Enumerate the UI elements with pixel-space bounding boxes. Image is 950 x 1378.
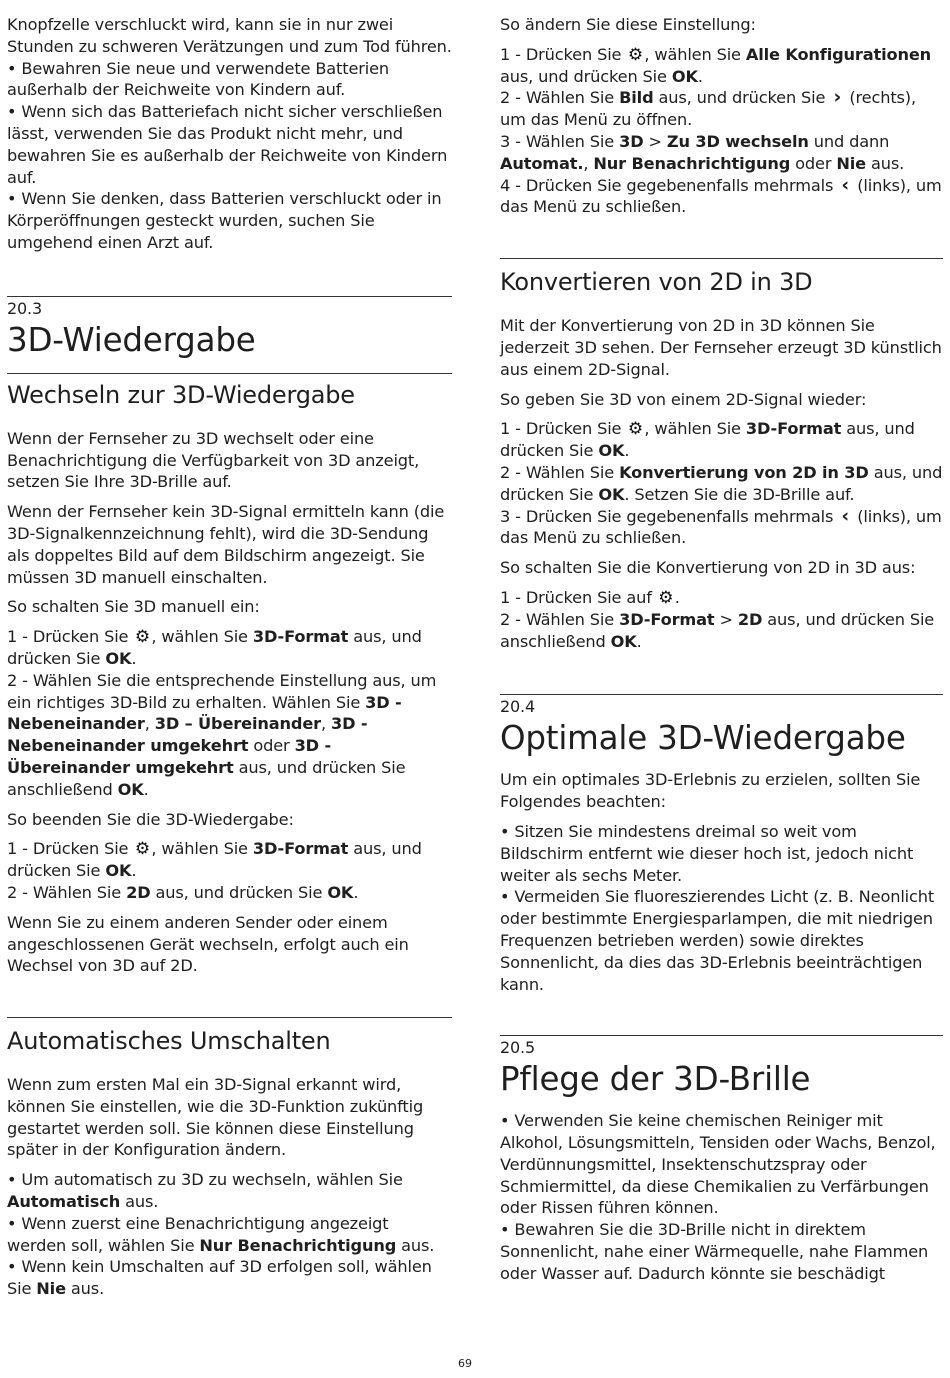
option-label: 3D-Format <box>619 609 715 629</box>
subsection-divider <box>7 373 452 410</box>
option-label: Automat. <box>500 153 584 173</box>
option-label: Automatisch <box>7 1192 121 1212</box>
option-label: Alle Konfigurationen <box>745 44 932 64</box>
left-column <box>7 14 452 1308</box>
steps-3d-off <box>7 838 452 903</box>
option-label: 3D-Format <box>252 627 349 647</box>
step-text: , wählen Sie <box>644 419 746 439</box>
steps-conversion-on <box>500 418 943 549</box>
option-label: 2D <box>737 609 763 629</box>
option-label: Nur Benachrichtigung <box>199 1235 397 1255</box>
paragraph: Mit der Konvertierung von 2D in 3D können Sie jederzeit 3D sehen. Der Fernseher erzeugt 3D künstlich aus einem 2D-Signal. <box>500 316 942 379</box>
step-text: und dann <box>808 131 890 151</box>
step-text: . <box>131 861 137 881</box>
bullet-item: • Verwenden Sie keine chemischen Reiniger mit Alkohol, Lösungsmitteln, Tensiden oder Wachs, Benzol, Verdünnungsmittel, Insektenschutzspray oder Schmiermittel, da diese Chemikalien zu Verfärbungen oder Rissen führen können. <box>500 1111 936 1218</box>
ok-key-label: OK <box>105 648 132 668</box>
steps-conversion-off <box>500 587 943 652</box>
section-title: Pflege der 3D-Brille <box>500 1060 811 1099</box>
gear-icon: ⚙ <box>658 587 674 608</box>
section-divider <box>500 1035 943 1098</box>
step-text: aus, und drücken Sie <box>500 462 943 504</box>
step-text: (links), um das Menü zu schließen. <box>500 175 942 217</box>
step-text: 1 - Drücken Sie <box>500 44 627 64</box>
bullet-item: • Vermeiden Sie fluoreszierendes Licht (z. B. Neonlicht oder bestimmte Energiesparlampen, die mit niedrigen Frequenzen betrieben werden) sowie direktes Sonnenlicht, da dies das 3D-Erlebnis beeinträchtigen kann. <box>500 887 935 994</box>
paragraph: Wenn der Fernseher kein 3D-Signal ermitteln kann (die 3D-Signalkennzeichnung fehlt), wird die 3D-Sendung als doppeltes Bild auf dem Bildschirm angezeigt. Sie müssen 3D manuell einschalten. <box>7 502 445 587</box>
right-column <box>500 14 943 1285</box>
subsection-title: Wechseln zur 3D-Wiedergabe <box>7 380 355 409</box>
step-text: 3 - Wählen Sie <box>500 131 620 151</box>
step-text: aus, und drücken Sie anschließend <box>7 757 406 799</box>
subsection-title: Automatisches Umschalten <box>7 1027 331 1056</box>
step-text: aus, und drücken Sie anschließend <box>500 609 935 651</box>
paragraph: Wenn Sie zu einem anderen Sender oder einem angeschlossenen Gerät wechseln, erfolgt auch ein Wechsel von 3D auf 2D. <box>7 912 409 976</box>
gear-icon: ⚙ <box>134 839 150 860</box>
option-label: 3D <box>619 131 644 151</box>
step-text: 2 - Wählen Sie <box>500 609 620 629</box>
step-text: 4 - Drücken Sie gegebenenfalls mehrmals <box>500 175 839 195</box>
ok-key-label: OK <box>327 882 354 902</box>
paragraph: Wenn zum ersten Mal ein 3D-Signal erkannt wird, können Sie einstellen, wie die 3D-Funktion zukünftig gestartet werden soll. Sie können diese Einstellung später in der Konfiguration ändern. <box>7 1075 424 1160</box>
step-text: , <box>583 153 594 173</box>
step-text: . <box>131 648 137 668</box>
bullet-text: aus. <box>120 1192 159 1212</box>
auto-options <box>7 1169 452 1300</box>
gear-icon: ⚙ <box>627 44 643 65</box>
paragraph: So schalten Sie die Konvertierung von 2D in 3D aus: <box>500 558 916 578</box>
paragraph: Um ein optimales 3D-Erlebnis zu erzielen, sollten Sie Folgendes beachten: <box>500 770 921 812</box>
step-text: , wählen Sie <box>644 44 746 64</box>
step-text: aus. <box>865 153 905 173</box>
step-text: (rechts), um das Menü zu öffnen. <box>500 88 916 130</box>
step-text: 2 - Wählen Sie <box>500 462 620 482</box>
step-text: oder <box>790 153 837 173</box>
option-label: Nie <box>836 153 866 173</box>
subsection-divider <box>500 258 943 297</box>
paragraph: Wenn der Fernseher zu 3D wechselt oder eine Benachrichtigung die Verfügbarkeit von 3D anzeigt, setzen Sie Ihre 3D-Brille auf. <box>7 428 420 492</box>
step-text: 1 - Drücken Sie <box>7 839 134 859</box>
section-title: Optimale 3D-Wiedergabe <box>500 719 906 758</box>
paragraph: So ändern Sie diese Einstellung: <box>500 15 756 34</box>
option-label: 3D-Format <box>252 839 349 859</box>
bullet-text: aus. <box>65 1279 105 1299</box>
step-text: aus, und drücken Sie <box>500 419 915 461</box>
intro-bullet: • Wenn sich das Batteriefach nicht sicher verschließen lässt, verwenden Sie das Produkt nicht mehr, und bewahren Sie es außerhalb der Reichweite von Kindern auf. <box>7 102 448 187</box>
option-label: 3D-Format <box>745 419 842 439</box>
step-text: . <box>624 441 630 461</box>
bullet-text: aus. <box>396 1235 435 1255</box>
steps-3d-on <box>7 626 452 800</box>
step-text: 1 - Drücken Sie auf <box>500 587 657 607</box>
step-text: , <box>144 714 155 734</box>
option-label: Zu 3D wechseln <box>666 131 809 151</box>
ok-key-label: OK <box>671 66 698 86</box>
step-text: . <box>353 882 359 902</box>
step-text: oder <box>248 736 295 756</box>
option-label: Nie <box>36 1279 66 1299</box>
step-text: , wählen Sie <box>151 627 253 647</box>
subsection-title: Konvertieren von 2D in 3D <box>500 268 813 297</box>
step-text: 2 - Wählen Sie die entsprechende Einstellung aus, um ein richtiges 3D-Bild zu erhalten. Wählen Sie <box>7 670 437 712</box>
section-number: 20.5 <box>500 1038 536 1058</box>
paragraph: So geben Sie 3D von einem 2D-Signal wieder: <box>500 389 867 409</box>
ok-key-label: OK <box>598 484 625 504</box>
intro-bullet: • Bewahren Sie neue und verwendete Batterien außerhalb der Reichweite von Kindern auf. <box>7 58 390 100</box>
intro-text: Knopfzelle verschluckt wird, kann sie in nur zwei Stunden zu schweren Verätzungen und zum Tod führen. <box>7 15 452 56</box>
section-number: 20.3 <box>7 298 43 318</box>
chevron-right-icon: › <box>833 86 842 109</box>
step-text: aus, und drücken Sie <box>7 627 422 668</box>
step-text: aus, und drücken Sie <box>653 88 831 108</box>
steps-change-setting <box>500 44 943 218</box>
gear-icon: ⚙ <box>627 419 643 440</box>
intro-bullet: • Wenn Sie denken, dass Batterien verschluckt oder in Körperöffnungen gesteckt wurden, suchen Sie umgehend einen Arzt auf. <box>7 189 442 252</box>
step-text: . <box>636 631 642 651</box>
gear-icon: ⚙ <box>134 627 150 648</box>
subsection-divider <box>7 1017 452 1056</box>
step-text: (links), um das Menü zu schließen. <box>500 506 942 548</box>
step-text: , wählen Sie <box>151 839 253 859</box>
step-text: aus, und drücken Sie <box>7 839 422 881</box>
ok-key-label: OK <box>610 631 637 651</box>
step-text: 1 - Drücken Sie <box>500 419 627 439</box>
option-label: Bild <box>619 88 654 108</box>
option-label: 2D <box>126 882 151 902</box>
paragraph: So schalten Sie 3D manuell ein: <box>7 597 260 617</box>
step-text: . <box>674 587 680 607</box>
section-divider <box>7 296 452 359</box>
bullet-text: • Wenn kein Umschalten auf 3D erfolgen soll, wählen Sie <box>7 1257 432 1299</box>
chevron-left-icon: ‹ <box>841 173 850 196</box>
ok-key-label: OK <box>117 779 144 799</box>
step-text: > <box>643 131 667 151</box>
option-label: 3D - Übereinander umgekehrt <box>7 736 332 777</box>
option-label: Nur Benachrichtigung <box>593 153 791 173</box>
step-text: . <box>143 779 149 799</box>
option-label: 3D - Nebeneinander <box>7 692 402 734</box>
step-text: . Setzen Sie die 3D-Brille auf. <box>624 484 855 504</box>
section-number: 20.4 <box>500 697 536 717</box>
bullet-text: • Wenn zuerst eine Benachrichtigung angezeigt werden soll, wählen Sie <box>7 1213 389 1255</box>
option-label: 3D – Übereinander <box>154 714 321 734</box>
section-title: 3D-Wiedergabe <box>7 320 256 359</box>
step-text: 1 - Drücken Sie <box>7 627 134 647</box>
paragraph: So beenden Sie die 3D-Wiedergabe: <box>7 809 294 829</box>
option-label: 3D - Nebeneinander umgekehrt <box>7 714 368 756</box>
chevron-left-icon: ‹ <box>841 504 850 527</box>
page-number: 69 <box>458 1357 472 1370</box>
step-text: > <box>714 609 738 629</box>
step-text: , <box>320 714 331 734</box>
ok-key-label: OK <box>598 441 625 461</box>
step-text: aus, und drücken Sie <box>500 66 672 86</box>
section-divider <box>500 694 943 757</box>
step-text: 2 - Wählen Sie <box>7 882 127 902</box>
step-text: aus, und drücken Sie <box>150 882 328 902</box>
bullet-item: • Bewahren Sie die 3D-Brille nicht in direktem Sonnenlicht, nahe einer Wärmequelle, nahe Flammen oder Wasser auf. Dadurch könnte sie beschädigt <box>500 1220 929 1283</box>
bullet-item: • Sitzen Sie mindestens dreimal so weit vom Bildschirm entfernt wie dieser hoch ist, jedoch nicht weiter als sechs Meter. <box>500 821 914 885</box>
step-text: 3 - Drücken Sie gegebenenfalls mehrmals <box>500 506 839 526</box>
option-label: Konvertierung von 2D in 3D <box>619 462 869 482</box>
bullet-text: • Um automatisch zu 3D zu wechseln, wählen Sie <box>7 1170 403 1190</box>
step-text: . <box>697 66 703 86</box>
ok-key-label: OK <box>105 861 132 881</box>
step-text: 2 - Wählen Sie <box>500 88 620 108</box>
